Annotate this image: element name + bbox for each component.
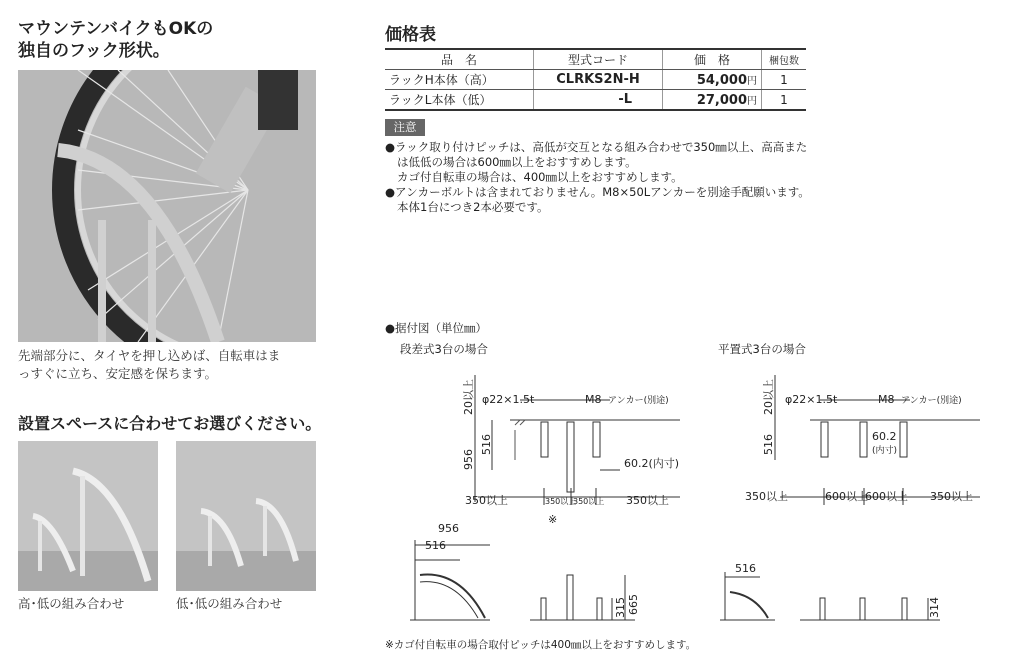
label-516-bottom-left: 516 [425, 539, 446, 552]
rack-low-low-illustration [176, 441, 316, 591]
label-anchor-right-a: M8 [878, 393, 895, 406]
price-table [385, 48, 806, 111]
thumb-low-low [176, 441, 316, 591]
label-956-bottom: 956 [438, 522, 459, 535]
headline-line-2: 独自のフック形状。 [18, 41, 170, 61]
notes-list [385, 140, 815, 215]
header-name: 品 名 [385, 49, 534, 70]
label-20-right: 20以上 [762, 379, 775, 415]
label-315: 315 [614, 597, 627, 618]
price-unit: 円 [747, 95, 757, 107]
thumb-low-low-caption: 低･低の組み合わせ [176, 596, 283, 611]
price-value: 54,000 [696, 72, 747, 88]
label-516-left: 516 [480, 434, 493, 455]
rack-high-low-illustration [18, 441, 158, 591]
label-350-right-a: 350以上 [745, 490, 788, 503]
bicycle-photo [18, 70, 316, 342]
label-602-left: 60.2(内寸) [624, 457, 680, 470]
label-516-bottom-right: 516 [735, 562, 756, 575]
row-code: CLRKS2N-H [534, 70, 663, 90]
diagram-left-caption: 段差式3台の場合 [400, 342, 488, 356]
header-code: 型式コード [534, 49, 663, 70]
headline-line-1: マウンテンバイクもOKの [18, 19, 214, 39]
note-line-1: ●ラック取り付けピッチは、高低が交互となる組み合わせで350㎜以上、高高または低低の場合は600㎜以上をおすすめします。 [385, 140, 808, 169]
photo-caption [18, 347, 323, 383]
label-600-right-b: 600以上 [865, 490, 908, 503]
label-anchor-right-b: アンカー(別途) [901, 396, 962, 406]
row-name: ラックH本体（高） [385, 70, 534, 90]
photo-caption-line-1: 先端部分に、タイヤを押し込めば、自転車はま [18, 348, 281, 363]
label-pipe-left: φ22×1.5t [482, 393, 535, 406]
label-anchor-left-b: アンカー(別途) [608, 396, 669, 406]
label-602-right-b: (内寸) [872, 446, 898, 456]
bicycle-wheel-illustration [18, 70, 316, 342]
row-qty: 1 [762, 70, 807, 90]
label-350-right-b: 350以上 [930, 490, 973, 503]
table-row [385, 90, 806, 111]
section-title: 設置スペースに合わせてお選びください。 [18, 414, 322, 433]
note-tag: 注意 [385, 119, 425, 136]
thumb-high-low [18, 441, 158, 591]
row-price [663, 90, 762, 111]
price-value: 27,000 [696, 92, 747, 108]
label-350-left-d: 350以上 [626, 494, 669, 507]
label-350-left-c: 350以上 [573, 497, 605, 506]
label-602-right-a: 60.2 [872, 430, 897, 443]
thumb-high-low-caption: 高･低の組み合わせ [18, 596, 125, 611]
photo-caption-line-2: っすぐに立ち、安定感を保ちます。 [18, 366, 218, 381]
label-mark: ※ [548, 513, 558, 526]
headline [18, 18, 213, 62]
table-row [385, 70, 806, 90]
row-code: -L [534, 90, 663, 111]
label-350-left-a: 350以上 [465, 494, 508, 507]
label-350-left-b: 350以上 [545, 497, 577, 506]
installation-drawing [380, 360, 1020, 635]
label-pipe-right: φ22×1.5t [785, 393, 838, 406]
label-600-right-a: 600以上 [825, 490, 868, 503]
label-665: 665 [627, 594, 640, 615]
footnote: ※カゴ付自転車の場合取付ピッチは400㎜以上をおすすめします。 [385, 639, 697, 651]
note-line-2: カゴ付自転車の場合は、400㎜以上をおすすめします。 [397, 170, 683, 184]
price-header-row [385, 49, 806, 70]
price-title: 価格表 [385, 25, 436, 45]
label-516-right: 516 [762, 434, 775, 455]
row-name: ラックL本体（低） [385, 90, 534, 111]
row-price [663, 70, 762, 90]
header-qty: 梱包数 [762, 49, 807, 70]
price-unit: 円 [747, 75, 757, 87]
label-956-left: 956 [462, 449, 475, 470]
label-314: 314 [928, 597, 941, 618]
diagram-right-caption: 平置式3台の場合 [718, 342, 806, 356]
note-line-3: ●アンカーボルトは含まれておりません。M8×50Lアンカーを別途手配願います。本体1台につき2本必要です。 [385, 185, 810, 214]
label-anchor-left-a: M8 [585, 393, 602, 406]
diagram-title: ●据付図（単位㎜） [385, 321, 488, 335]
header-price: 価 格 [663, 49, 762, 70]
row-qty: 1 [762, 90, 807, 111]
label-20-left: 20以上 [462, 379, 475, 415]
